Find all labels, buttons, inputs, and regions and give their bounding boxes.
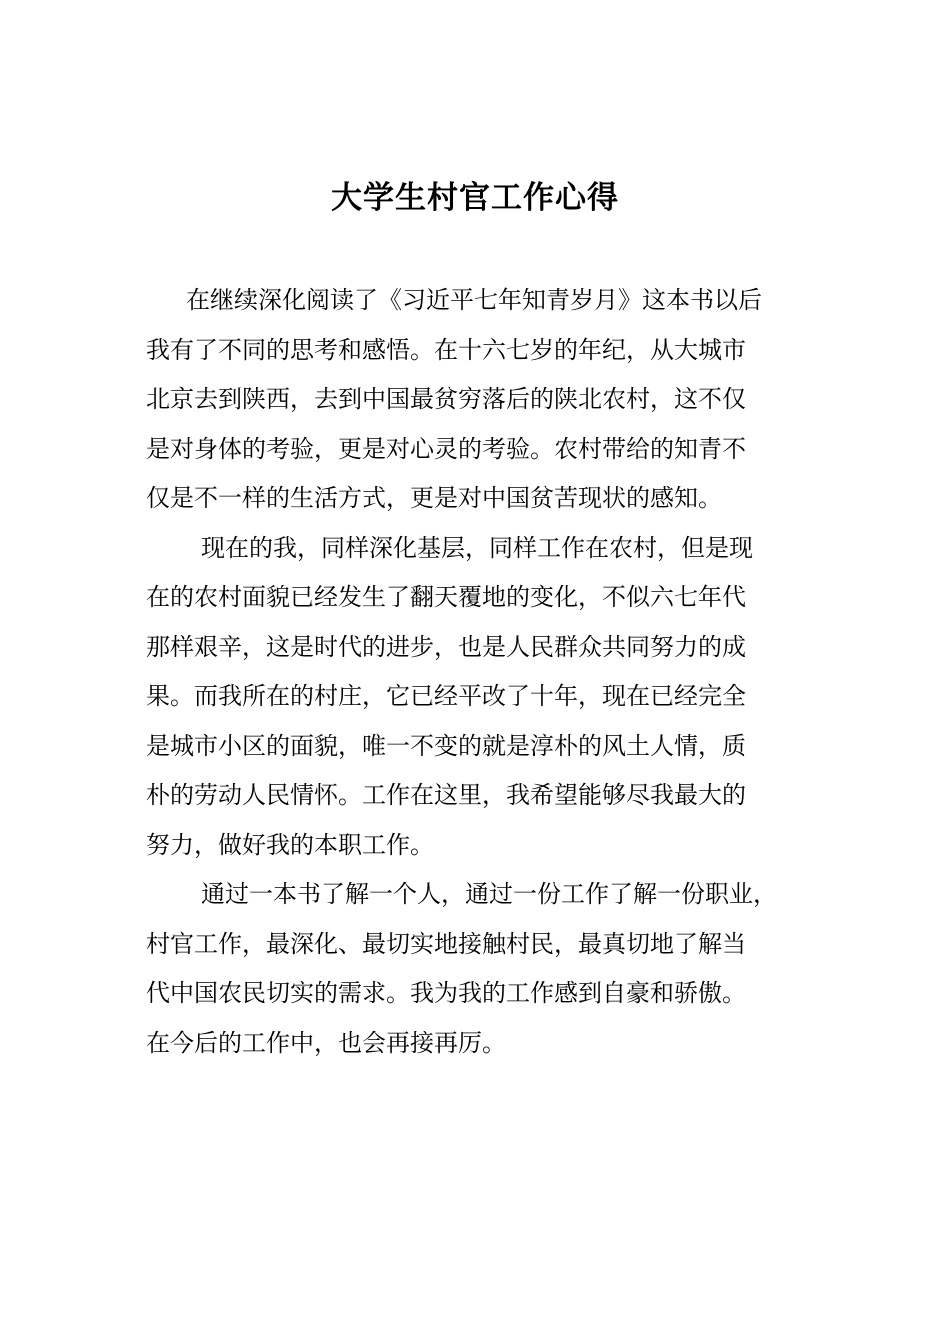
paragraph-2-line-2: 在的农村面貌已经发生了翻天覆地的变化，不似六七年代 — [146, 583, 746, 611]
paragraph-2-line-6: 朴的劳动人民情怀。工作在这里，我希望能够尽我最大的 — [146, 781, 746, 809]
paragraph-1-line-5: 仅是不一样的生活方式，更是对中国贫苦现状的感知。 — [146, 484, 722, 512]
paragraph-3-line-2: 村官工作，最深化、最切实地接触村民，最真切地了解当 — [146, 929, 746, 958]
paragraph-1-line-4: 是对身体的考验，更是对心灵的考验。农村带给的知青不 — [146, 434, 746, 463]
paragraph-3-line-1: 通过一本书了解一个人，通过一份工作了解一份职业， — [201, 880, 777, 908]
paragraph-2-line-3: 那样艰辛，这是时代的进步，也是人民群众共同努力的成 — [146, 632, 746, 661]
paragraph-1-line-2: 我有了不同的思考和感悟。在十六七岁的年纪，从大城市 — [146, 335, 746, 364]
paragraph-3-line-4: 在今后的工作中，也会再接再厉。 — [146, 1028, 506, 1057]
paragraph-2-line-4: 果。而我所在的村庄，它已经平改了十年，现在已经完全 — [146, 682, 746, 710]
document-body — [146, 280, 818, 1072]
paragraph-1-line-3: 北京去到陕西，去到中国最贫穷落后的陕北农村，这不仅 — [146, 385, 746, 413]
paragraph-2-line-7: 努力，做好我的本职工作。 — [146, 830, 434, 859]
paragraph-2-line-5: 是城市小区的面貌，唯一不变的就是淳朴的风土人情，质 — [146, 731, 746, 760]
paragraph-3-line-3: 代中国农民切实的需求。我为我的工作感到自豪和骄傲。 — [146, 979, 746, 1007]
paragraph-2-line-1: 现在的我，同样深化基层，同样工作在农村，但是现 — [201, 533, 753, 562]
document-title: 大学生村官工作心得 — [331, 180, 619, 216]
paragraph-1-line-1: 在继续深化阅读了《习近平七年知青岁月》这本书以后 — [186, 286, 762, 314]
